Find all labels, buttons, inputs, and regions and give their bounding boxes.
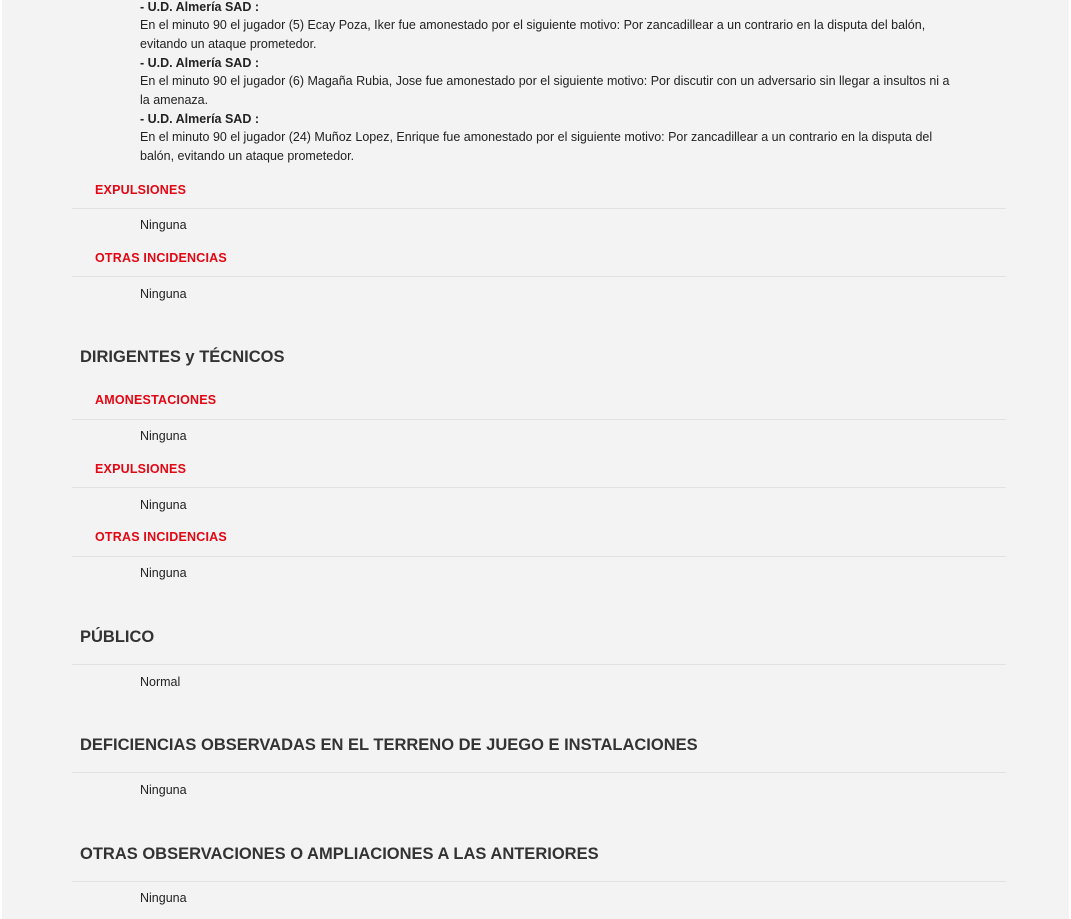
caution-text-1: En el minuto 90 el jugador (5) Ecay Poza, Iker fue amonestado por el siguiente motivo: Por zancadillear a un contrario en la disputa del balón, evitando un ataque prometedor.	[140, 18, 926, 51]
public-value: Normal	[140, 675, 181, 689]
player-other-incidents-value: Ninguna	[140, 287, 187, 301]
caution-team-2: - U.D. Almería SAD :	[140, 56, 260, 70]
public-section-title: PÚBLICO	[80, 628, 155, 646]
officials-cautions-heading: AMONESTACIONES	[95, 393, 217, 407]
divider	[72, 664, 1006, 665]
divider	[72, 419, 1006, 420]
officials-other-incidents-heading: OTRAS INCIDENCIAS	[95, 530, 227, 544]
officials-expulsions-heading: EXPULSIONES	[95, 462, 187, 476]
divider	[72, 276, 1006, 277]
match-report-page	[2, 0, 1069, 919]
officials-expulsions-value: Ninguna	[140, 498, 187, 512]
other-observations-section-title: OTRAS OBSERVACIONES O AMPLIACIONES A LAS ANTERIORES	[80, 845, 599, 863]
player-other-incidents-heading: OTRAS INCIDENCIAS	[95, 251, 227, 265]
deficiencies-value: Ninguna	[140, 783, 187, 797]
caution-team-3: - U.D. Almería SAD :	[140, 112, 260, 126]
other-observations-value: Ninguna	[140, 891, 187, 905]
deficiencies-section-title: DEFICIENCIAS OBSERVADAS EN EL TERRENO DE JUEGO E INSTALACIONES	[80, 736, 698, 754]
caution-team-1: - U.D. Almería SAD :	[140, 0, 260, 14]
caution-text-3: En el minuto 90 el jugador (24) Muñoz Lopez, Enrique fue amonestado por el siguiente motivo: Por zancadillear a un contrario en la disputa del balón, evitando un ataque prometedor.	[140, 130, 933, 163]
officials-section-title: DIRIGENTES y TÉCNICOS	[80, 348, 285, 366]
divider	[72, 881, 1006, 882]
officials-cautions-value: Ninguna	[140, 429, 187, 443]
caution-text-2: En el minuto 90 el jugador (6) Magaña Rubia, Jose fue amonestado por el siguiente motivo: Por discutir con un adversario sin llegar a insultos ni a la amenaza.	[140, 74, 950, 107]
player-expulsions-value: Ninguna	[140, 218, 187, 232]
officials-other-incidents-value: Ninguna	[140, 566, 187, 580]
divider	[72, 556, 1006, 557]
divider	[72, 772, 1006, 773]
divider	[72, 487, 1006, 488]
divider	[72, 208, 1006, 209]
player-expulsions-heading: EXPULSIONES	[95, 183, 187, 197]
